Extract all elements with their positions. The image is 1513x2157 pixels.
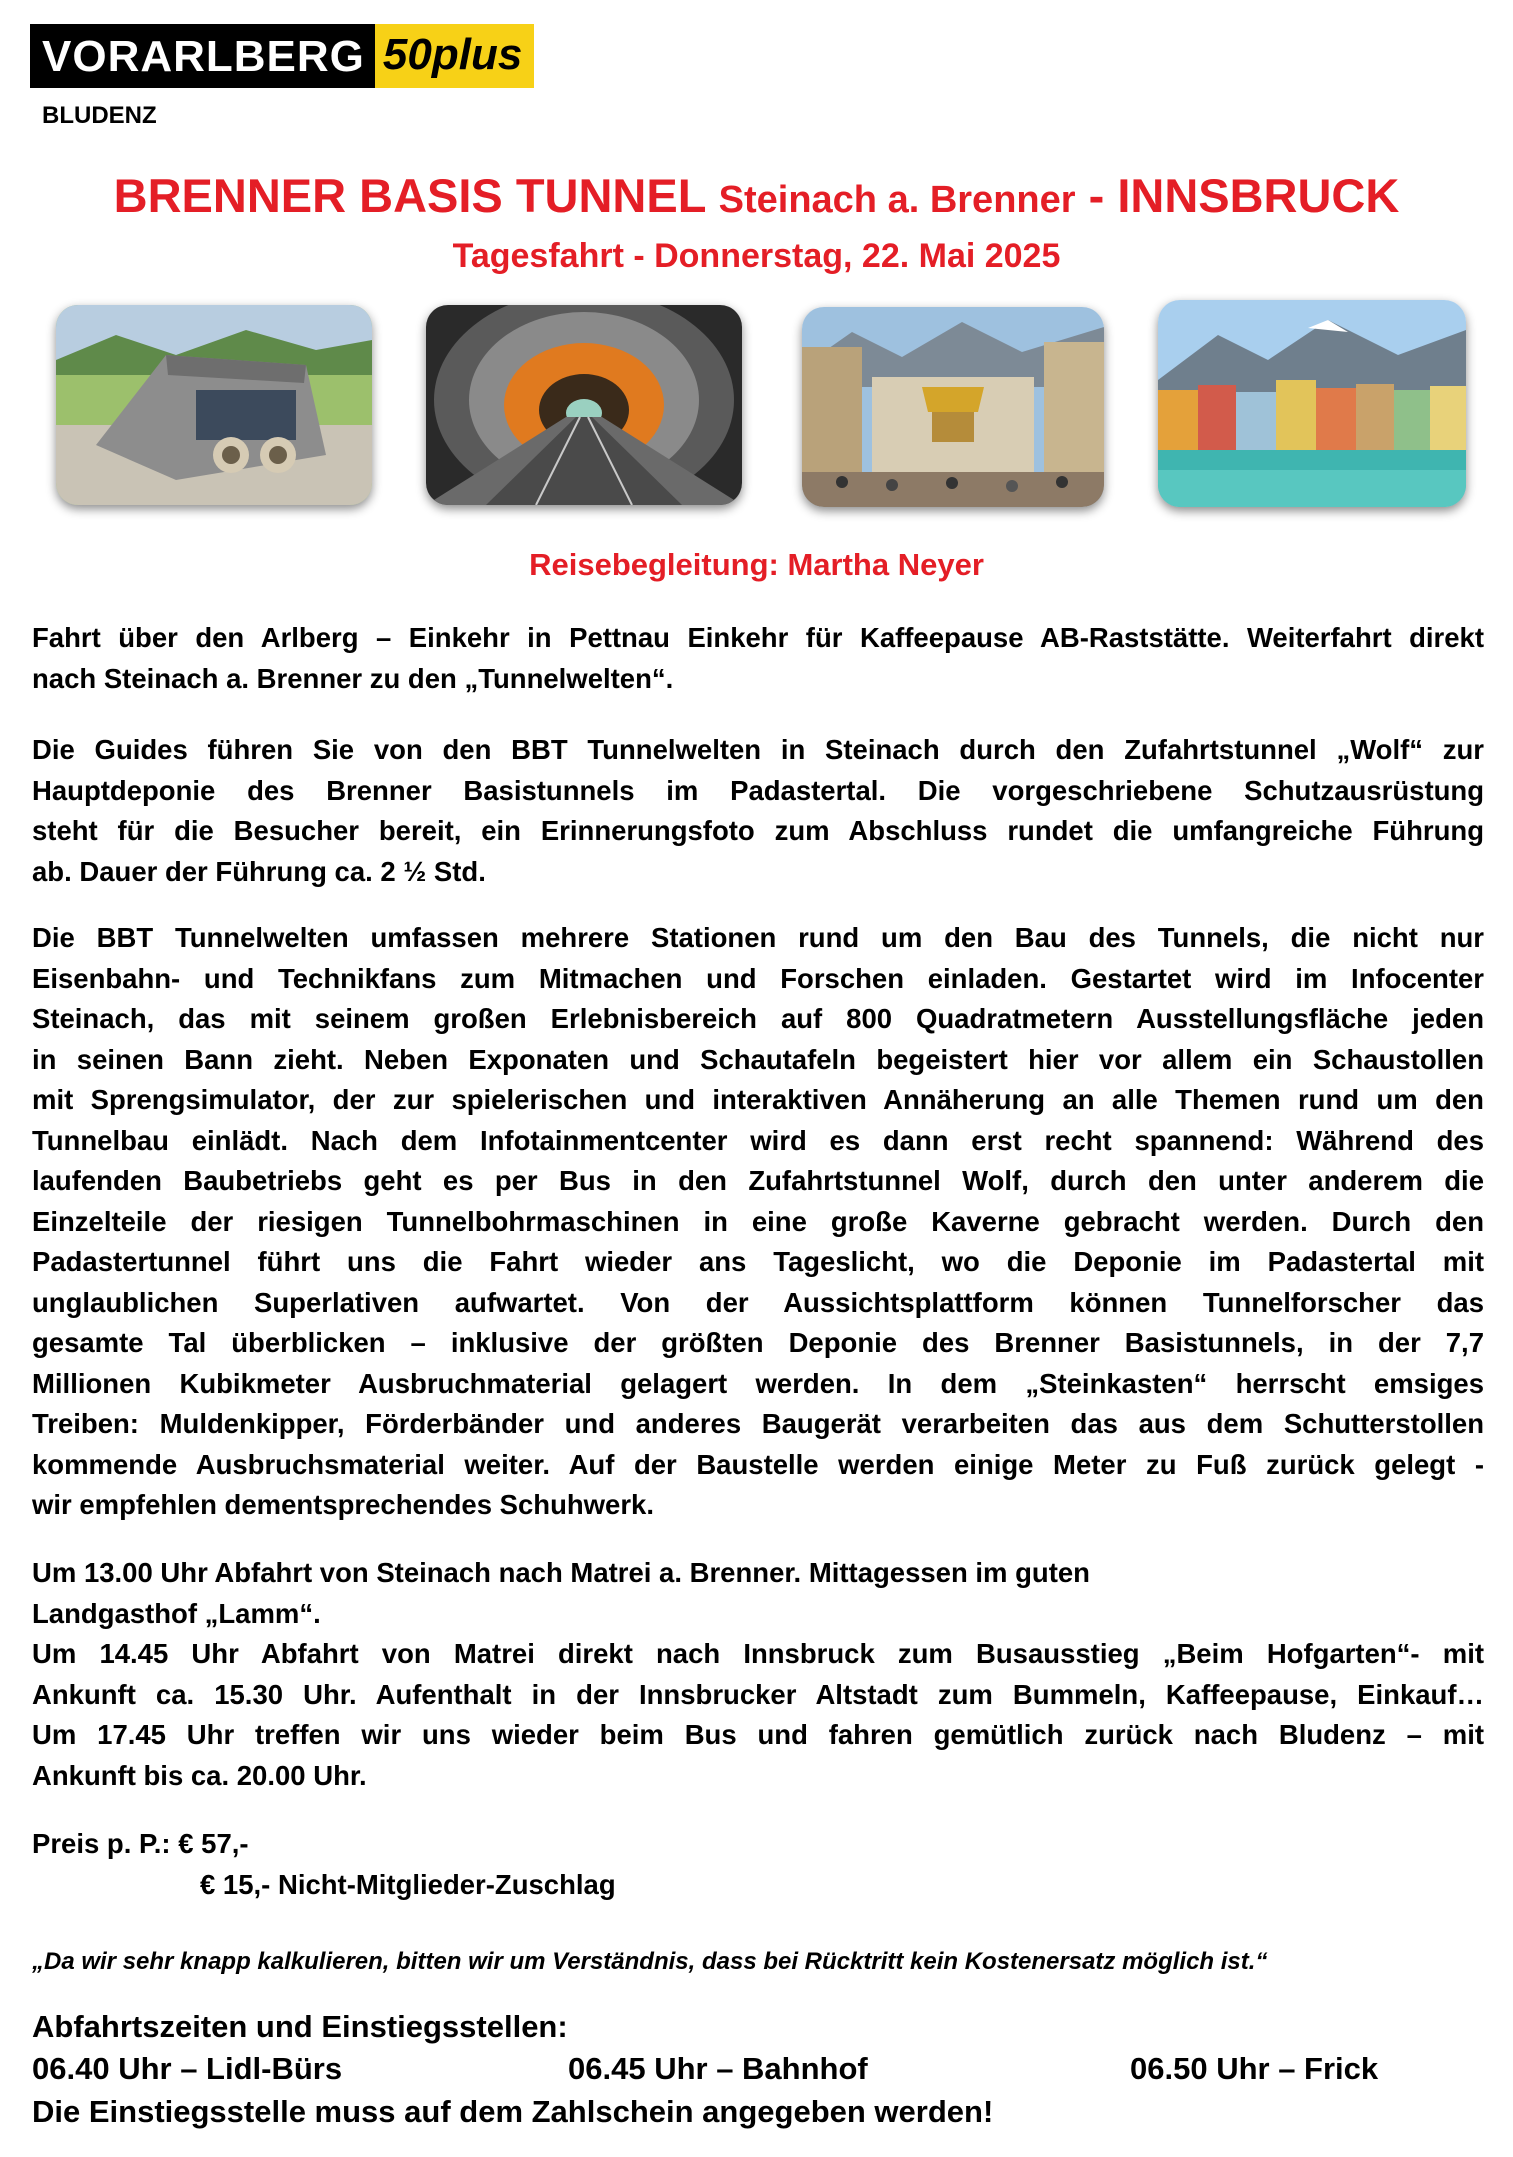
text-line: kommende Ausbruchsmaterial weiter. Auf der Baustelle werden einige Meter zu Fuß zurück gelegt -: [32, 1448, 1484, 1480]
text-line: laufenden Baubetriebs geht es per Bus in den Zufahrtstunnel Wolf, durch den unter anderem die: [32, 1165, 1484, 1196]
departure-stop-bahnhof: 06.45 Uhr – Bahnhof: [568, 2051, 868, 2086]
departures-title: Abfahrtszeiten und Einstiegsstellen:: [32, 2009, 568, 2044]
text-line: Die Guides führen Sie von den BBT Tunnelwelten in Steinach durch den Zufahrtstunnel „Wolf“ zur: [32, 734, 1484, 765]
text-line: Um 14.45 Uhr Abfahrt von Matrei direkt nach Innsbruck zum Busausstieg „Beim Hofgarten“- mit: [32, 1638, 1484, 1669]
title-part-1: BRENNER BASIS TUNNEL: [113, 169, 706, 222]
paragraph-route: [32, 618, 1484, 699]
logo-subtitle: BLUDENZ: [42, 102, 157, 129]
cancellation-note: „Da wir sehr knapp kalkulieren, bitten wir um Verständnis, dass bei Rücktritt kein Kostenersatz möglich ist.“: [32, 1948, 1268, 1975]
photo-tunnel-interior: [426, 305, 742, 505]
photo-bbt-building: [56, 305, 372, 505]
text-line: ab. Dauer der Führung ca. 2 ½ Std.: [32, 855, 486, 887]
text-line: Landgasthof „Lamm“.: [32, 1597, 321, 1629]
text-line: mit Sprengsimulator, der zur spielerischen und interaktiven Annäherung an alle Themen rund um den: [32, 1084, 1484, 1115]
text-line: in seinen Bann zieht. Neben Exponaten und Schautafeln begeistert hier vor allem ein Schaustollen: [32, 1043, 1484, 1075]
tour-guide: Reisebegleitung: Martha Neyer: [529, 547, 984, 582]
text-line: Treiben: Muldenkipper, Förderbänder und anderes Baugerät verarbeiten das aus dem Schutterstollen: [32, 1408, 1484, 1439]
departure-stop-frick: 06.50 Uhr – Frick: [1130, 2051, 1379, 2086]
title-part-2: Steinach a. Brenner: [718, 179, 1076, 221]
text-line: wir empfehlen dementsprechendes Schuhwerk.: [32, 1489, 654, 1520]
trip-date: Tagesfahrt - Donnerstag, 22. Mai 2025: [452, 237, 1061, 275]
text-line: Ankunft ca. 15.30 Uhr. Aufenthalt in der Innsbrucker Altstadt zum Bummeln, Kaffeepause, Einkauf…: [32, 1678, 1484, 1710]
text-line: Fahrt über den Arlberg – Einkehr in Pettnau Einkehr für Kaffeepause AB-Raststätte. Weiterfahrt direkt: [32, 622, 1484, 653]
paragraph-schedule: [32, 1553, 1484, 1796]
text-line: unglaublichen Superlativen aufwartet. Von der Aussichtsplattform können Tunnelforscher das: [32, 1286, 1484, 1318]
paragraph-guided-tour: [32, 730, 1484, 892]
text-line: Padastertunnel führt uns die Fahrt wieder ans Tageslicht, wo die Deponie im Padastertal mit: [32, 1246, 1484, 1277]
text-line: Steinach, das mit seinem großen Erlebnisbereich auf 800 Quadratmetern Ausstellungsfläche jeden: [32, 1003, 1484, 1034]
vorarlberg-50plus-logo: [30, 24, 534, 88]
text-line: Hauptdeponie des Brenner Basistunnels im Padastertal. Die vorgeschriebene Schutzausrüstung: [32, 774, 1484, 806]
photo-innsbruck-colorful-houses: [1158, 300, 1466, 507]
paragraph-tunnelwelten: [32, 918, 1484, 1526]
text-line: Tunnelbau einlädt. Nach dem Infotainmentcenter wird es dann erst recht spannend: Während des: [32, 1124, 1484, 1156]
page-title: [0, 168, 1513, 228]
text-line: Einzelteile der riesigen Tunnelbohrmaschinen in eine große Kaverne gebracht werden. Durch den: [32, 1205, 1484, 1237]
photo-golden-roof-innsbruck: [802, 307, 1104, 507]
departure-stop-lidl-buers: 06.40 Uhr – Lidl-Bürs: [32, 2051, 343, 2086]
logo-main-text: VORARLBERG: [30, 24, 375, 88]
price-per-person: Preis p. P.: € 57,-: [32, 1828, 249, 1859]
text-line: Eisenbahn- und Technikfans zum Mitmachen und Forschen einladen. Gestartet wird im Infocenter: [32, 962, 1484, 994]
text-line: steht für die Besucher bereit, ein Erinnerungsfoto zum Abschluss rundet die umfangreiche Führung: [32, 815, 1484, 846]
text-line: Die BBT Tunnelwelten umfassen mehrere Stationen rund um den Bau des Tunnels, die nicht nur: [32, 922, 1484, 953]
text-line: nach Steinach a. Brenner zu den „Tunnelwelten“.: [32, 662, 674, 694]
text-line: Um 13.00 Uhr Abfahrt von Steinach nach Matrei a. Brenner. Mittagessen im guten: [32, 1557, 1090, 1588]
price-non-member-surcharge: € 15,- Nicht-Mitglieder-Zuschlag: [200, 1869, 616, 1900]
departure-note: Die Einstiegsstelle muss auf dem Zahlschein angegeben werden!: [32, 2094, 994, 2129]
title-part-3: - INNSBRUCK: [1088, 169, 1400, 222]
text-line: Millionen Kubikmeter Ausbruchmaterial gelagert werden. In dem „Steinkasten“ herrscht emsiges: [32, 1367, 1484, 1399]
text-line: Ankunft bis ca. 20.00 Uhr.: [32, 1759, 367, 1791]
logo-accent-text: 50plus: [375, 24, 534, 88]
text-line: Um 17.45 Uhr treffen wir uns wieder beim Bus und fahren gemütlich zurück nach Bludenz – mit: [32, 1719, 1484, 1750]
text-line: gesamte Tal überblicken – inklusive der größten Deponie des Brenner Basistunnels, in der 7,7: [32, 1327, 1484, 1358]
